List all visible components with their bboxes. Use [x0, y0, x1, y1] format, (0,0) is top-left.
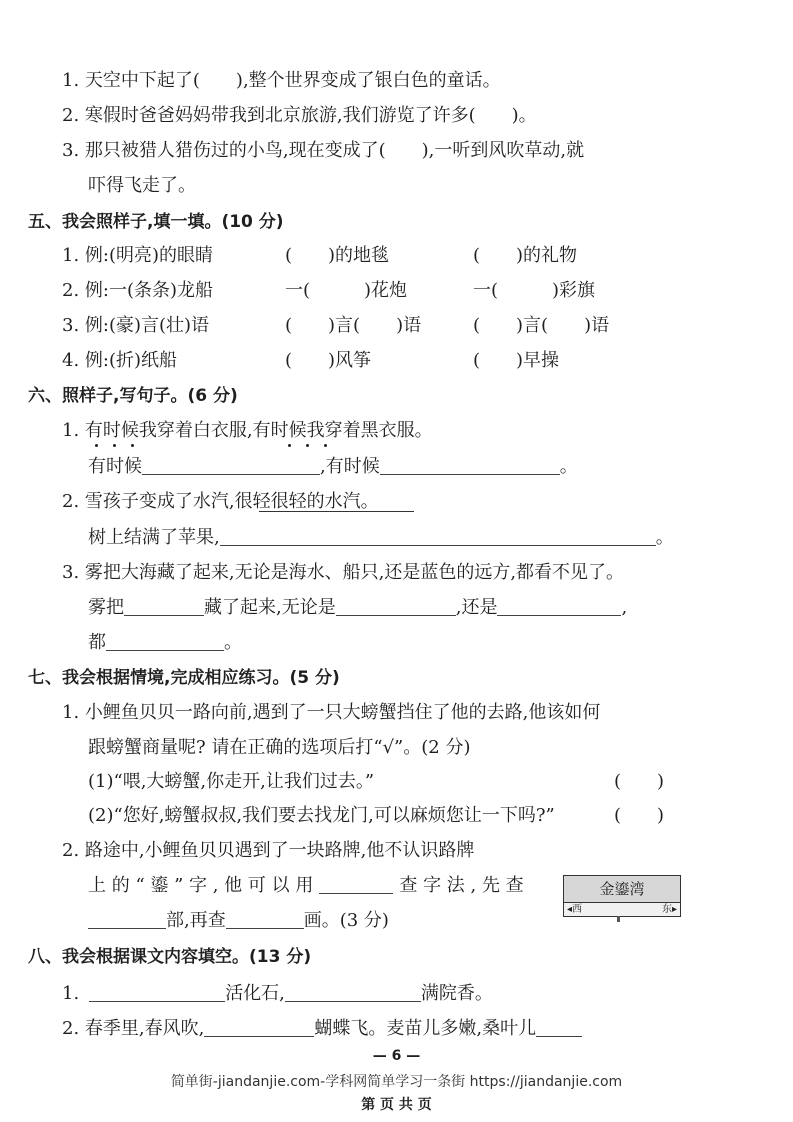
- q4-item-3-cont: 吓得飞走了。: [88, 175, 196, 196]
- q6-answer-3-mid2: ,还是: [455, 597, 498, 618]
- q4-item-3: 3. 那只被猎人猎伤过的小鸟,现在变成了( ),一听到风吹草动,就: [62, 140, 585, 161]
- q7-problem-2-prefix: 上 的 “ 鎏 ” 字 , 他 可 以 用: [88, 875, 314, 896]
- road-sign-text: 金鎏湾: [599, 880, 645, 898]
- q7-problem-2-mid: 查 字 法 , 先 查: [399, 875, 524, 896]
- emphasis-dot: [131, 444, 134, 447]
- section-8-title: 八、我会根据课文内容填空。(13 分): [28, 947, 312, 967]
- q6-blank-3c[interactable]: [497, 599, 621, 616]
- emphasis-dot: [95, 444, 98, 447]
- q6-answer-2: [88, 527, 674, 549]
- q6-blank-1a[interactable]: [142, 458, 320, 475]
- q6-answer-3-comma: ,: [621, 597, 628, 618]
- q8-fill-1-end: 满院香。: [420, 983, 493, 1004]
- q5-row-2-blank-b[interactable]: 一( )彩旗: [473, 280, 596, 301]
- section-6-title: 六、照样子,写句子。(6 分): [28, 386, 238, 406]
- q7-option-1: (1)“喂,大螃蟹,你走开,让我们过去。”: [88, 771, 375, 792]
- q5-row-1-blank-a[interactable]: ( )的地毯: [285, 245, 390, 266]
- q7-problem-2-line-2: [88, 910, 389, 932]
- emphasis-dot: [324, 444, 327, 447]
- q7-problem-2-end: 画。(3 分): [303, 910, 389, 931]
- q5-row-4-example: 4. 例:(折)纸船: [62, 350, 178, 371]
- q5-row-1-blank-b[interactable]: ( )的礼物: [473, 245, 578, 266]
- q6-answer-1-mid: ,有时候: [320, 456, 380, 477]
- q6-answer-1-end: 。: [559, 456, 578, 477]
- q7-problem-2-line: [88, 875, 524, 897]
- q6-answer-3-prefix: 雾把: [88, 597, 124, 618]
- q8-blank-1b[interactable]: [285, 985, 421, 1002]
- q8-fill-1-mid: 活化石,: [225, 983, 285, 1004]
- q8-fill-1-num: 1.: [62, 983, 80, 1004]
- emphasis-dot: [306, 444, 309, 447]
- q7-option-2: (2)“您好,螃蟹叔叔,我们要去找龙门,可以麻烦您让一下吗?”: [88, 805, 555, 826]
- q6-answer-3: [88, 597, 627, 619]
- q6-answer-1: [88, 456, 578, 478]
- q6-blank-3b[interactable]: [336, 599, 456, 616]
- q8-blank-2b[interactable]: [536, 1020, 582, 1037]
- section-7-title: 七、我会根据情境,完成相应练习。(5 分): [28, 668, 340, 688]
- q5-row-2-blank-a[interactable]: 一( )花炮: [285, 280, 408, 301]
- road-sign: [563, 875, 681, 917]
- q5-row-4-blank-b[interactable]: ( )早操: [473, 350, 560, 371]
- q6-sentence-1: 1. 有时候我穿着白衣服,有时候我穿着黑衣服。: [62, 420, 433, 441]
- q6-sentence-3: 3. 雾把大海藏了起来,无论是海水、船只,还是蓝色的远方,都看不见了。: [62, 562, 625, 583]
- q5-row-3-blank-b[interactable]: ( )言( )语: [473, 315, 610, 336]
- q8-fill-2-mid: 蝴蝶飞。麦苗儿多嫩,桑叶儿: [314, 1018, 537, 1039]
- q8-blank-2a[interactable]: [204, 1020, 314, 1037]
- q4-item-2: 2. 寒假时爸爸妈妈带我到北京旅游,我们游览了许多( )。: [62, 105, 537, 126]
- page-number: — 6 —: [372, 1048, 421, 1064]
- q5-row-3-example: 3. 例:(豪)言(壮)语: [62, 315, 210, 336]
- q7-blank-radical[interactable]: [88, 912, 166, 929]
- q7-blank-strokes[interactable]: [226, 912, 304, 929]
- q6-blank-3d[interactable]: [106, 634, 224, 651]
- q4-item-1: 1. 天空中下起了( ),整个世界变成了银白色的童话。: [62, 70, 501, 91]
- q6-answer-3-mid1: 藏了起来,无论是: [204, 597, 336, 618]
- q6-answer-2-end: 。: [655, 527, 674, 548]
- q7-problem-1-cont: 跟螃蟹商量呢? 请在正确的选项后打“√”。(2 分): [88, 737, 471, 758]
- section-5-title: 五、我会照样子,填一填。(10 分): [28, 212, 284, 232]
- q6-blank-3a[interactable]: [124, 599, 204, 616]
- q5-row-2-example: 2. 例:一(条条)龙船: [62, 280, 214, 301]
- q5-row-3-blank-a[interactable]: ( )言( )语: [285, 315, 422, 336]
- q6-answer-3-cont: [88, 632, 242, 654]
- q6-answer-3-du: 都: [88, 632, 106, 653]
- q6-answer-1-prefix: 有时候: [88, 456, 142, 477]
- watermark-site: 简单街-jiandanjie.com-学科网简单学习一条街 https://jiandanjie.com: [170, 1074, 623, 1090]
- q6-blank-1b[interactable]: [380, 458, 560, 475]
- emphasis-dot: [288, 444, 291, 447]
- q7-problem-1: 1. 小鲤鱼贝贝一路向前,遇到了一只大螃蟹挡住了他的去路,他该如何: [62, 702, 601, 723]
- q8-fill-1: [62, 983, 493, 1005]
- emphasis-dot: [113, 444, 116, 447]
- road-sign-direction-bar: [564, 902, 680, 916]
- road-sign-west: ◂西: [567, 904, 583, 915]
- q7-problem-2: 2. 路途中,小鲤鱼贝贝遇到了一块路牌,他不认识路牌: [62, 840, 475, 861]
- q5-row-4-blank-a[interactable]: ( )风筝: [285, 350, 372, 371]
- q6-blank-2[interactable]: [220, 529, 656, 546]
- q8-blank-1a[interactable]: [89, 985, 225, 1002]
- q7-option-2-checkbox[interactable]: ( ): [614, 805, 665, 826]
- q8-fill-2: [62, 1018, 582, 1040]
- road-sign-east: 东▸: [661, 904, 677, 915]
- q5-row-1-example: 1. 例:(明亮)的眼睛: [62, 245, 214, 266]
- emphasis-underline: [259, 511, 414, 512]
- q7-blank-method[interactable]: [319, 877, 393, 894]
- page-of-pages: 第 页 共 页: [361, 1097, 432, 1113]
- q8-fill-2-prefix: 2. 春季里,春风吹,: [62, 1018, 205, 1039]
- q6-answer-3-end: 。: [224, 632, 242, 653]
- road-sign-post: [617, 916, 620, 922]
- q6-sentence-2: 2. 雪孩子变成了水汽,很轻很轻的水汽。: [62, 491, 379, 512]
- q7-problem-2-bu: 部,再查: [166, 910, 226, 931]
- q6-answer-2-prefix: 树上结满了苹果,: [88, 527, 220, 548]
- q7-option-1-checkbox[interactable]: ( ): [614, 771, 665, 792]
